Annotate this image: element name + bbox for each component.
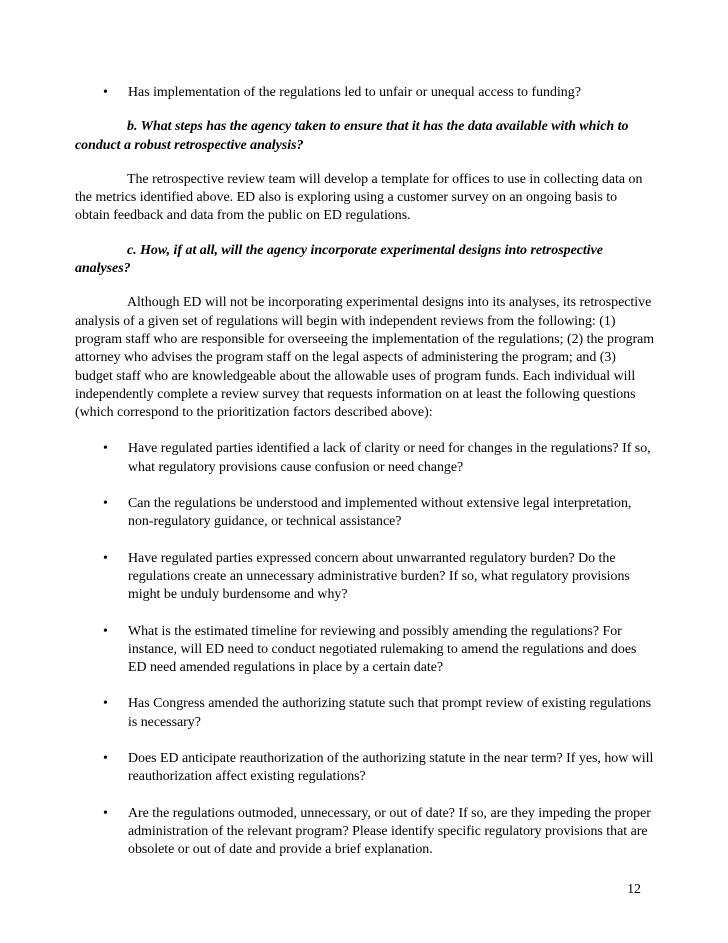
bullet-text: What is the estimated timeline for reviewing and possibly amending the regulations? For instance, will ED need to conduct negotiated rulemaking to amend the regulations and does ED need amended regulations in place by a certain date?	[128, 623, 637, 676]
bullet-icon: •	[103, 751, 108, 767]
answer-c-paragraph: Although ED will not be incorporating experimental designs into its analyses, its retrospective analysis of a given set of regulations will begin with independent reviews from the following: (1) program staff who are responsible for overseeing the implementation of the regulations; (2) the program attorney who advises the program staff on the legal aspects of administering the program; and (3) budget staff who are knowledgeable about the allowable uses of program funds. Each individual will independently complete a review survey that requests information on at least the following questions (which correspond to the prioritization factors described above):	[75, 295, 655, 421]
bullet-item	[75, 440, 655, 477]
bullet-item	[75, 495, 655, 532]
answer-b-paragraph: The retrospective review team will develop a template for offices to use in collecting data on the metrics identified above. ED also is exploring using a customer survey on an ongoing basis to obtain feedback and data from the public on ED regulations.	[75, 171, 643, 224]
bullet-icon: •	[103, 696, 108, 712]
bullet-icon: •	[103, 85, 108, 100]
bullet-item	[75, 550, 655, 605]
bullet-text: Are the regulations outmoded, unnecessary, or out of date? If so, are they impeding the proper administration of the relevant program? Please identify specific regulatory provisions that are obsolete or out of date and provide a brief explanation.	[128, 805, 651, 858]
bullet-icon: •	[103, 441, 108, 457]
page-number: 12	[627, 882, 641, 897]
bullet-text: Have regulated parties expressed concern about unwarranted regulatory burden? Do the regulations create an unnecessary administrative burden? If so, what regulatory provisions might be unduly burdensome and why?	[128, 550, 630, 603]
bullet-text: Has Congress amended the authorizing statute such that prompt review of existing regulations is necessary?	[128, 696, 652, 730]
bullet-icon: •	[103, 496, 108, 512]
bullet-text: Does ED anticipate reauthorization of the authorizing statute in the near term? If yes, how will reauthorization affect existing regulations?	[128, 751, 654, 785]
bullet-item	[75, 695, 655, 732]
question-b-heading: b. What steps has the agency taken to ensure that it has the data available with which to conduct a robust retrospective analysis?	[75, 119, 629, 153]
bullet-icon: •	[103, 623, 108, 639]
bullet-text: Can the regulations be understood and implemented without extensive legal interpretation, non-regulatory guidance, or technical assistance?	[128, 496, 632, 530]
bullet-item	[75, 750, 655, 787]
bullet-text: Has implementation of the regulations led to unfair or unequal access to funding?	[128, 85, 581, 100]
bullet-icon: •	[103, 550, 108, 566]
bullet-item	[75, 623, 655, 678]
page-content	[75, 84, 655, 860]
bullet-item	[75, 805, 655, 860]
question-c-heading: c. How, if at all, will the agency incorporate experimental designs into retrospective analyses?	[75, 242, 603, 277]
bullet-icon: •	[103, 805, 108, 821]
bullet-text: Have regulated parties identified a lack of clarity or need for changes in the regulations? If so, what regulatory provisions cause confusion or need change?	[128, 441, 651, 475]
bullet-item	[75, 84, 655, 102]
